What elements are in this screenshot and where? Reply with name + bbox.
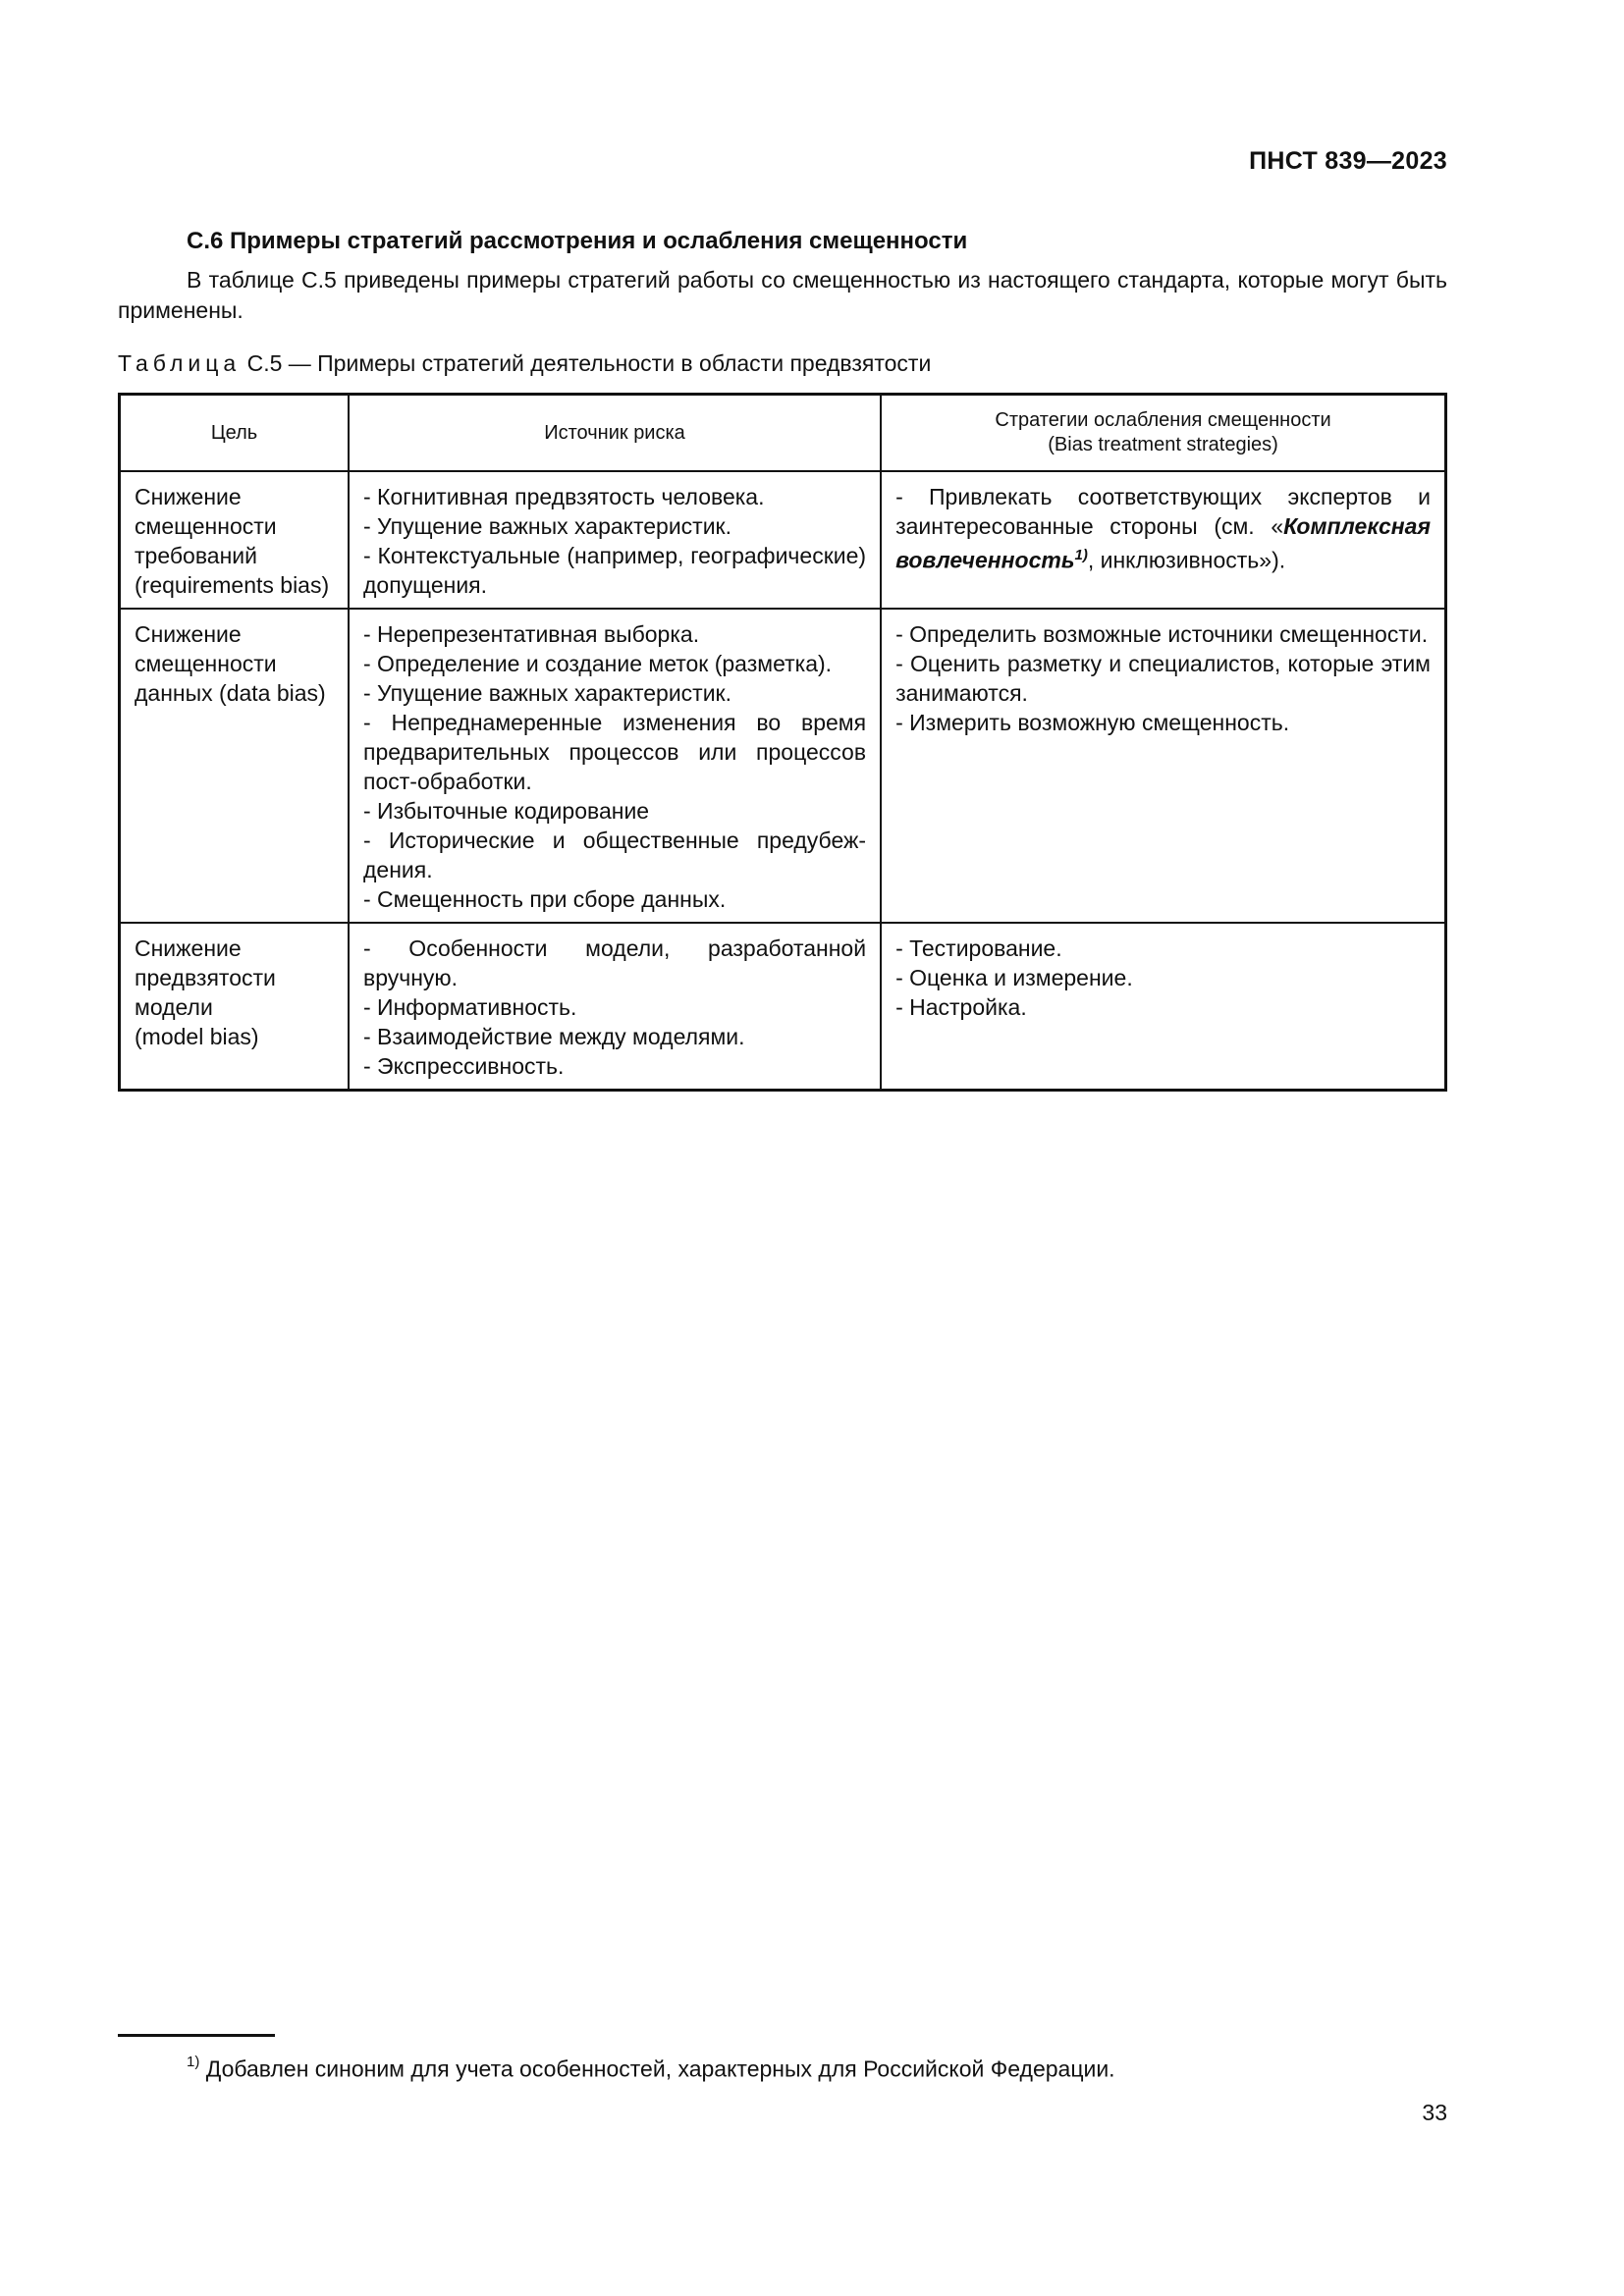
intro-paragraph: В таблице С.5 приведены примеры стратегий работы со смещенностью из настоящего стандарта, которые могут быть применены. (118, 267, 1447, 323)
footnote-reference: 1) (1074, 547, 1088, 563)
source-item: - Определение и создание меток (разметка). (363, 651, 833, 676)
goal-line: предвзятости (135, 965, 276, 990)
goal-line: смещенности (135, 651, 277, 676)
section-title: С.6 Примеры стратегий рассмотрения и ослабления смещенности (187, 228, 968, 254)
source-item: - Непреднамеренные изменения во время предварительных процессов или процессов пост-обработки. (363, 710, 867, 794)
goal-line: Снижение (135, 935, 242, 961)
strategy-cell (881, 923, 1445, 1091)
source-cell (349, 923, 881, 1091)
source-item: - Экспрессивность. (363, 1053, 565, 1079)
footnote (187, 2056, 1115, 2083)
goal-line: модели (135, 994, 213, 1020)
table-row (120, 471, 1446, 609)
source-item: - Упущение важных характеристик. (363, 680, 732, 706)
header-strategy-line2: (Bias treatment strategies) (1048, 434, 1278, 455)
source-item: - Упущение важных характеристик. (363, 513, 732, 539)
goal-cell (120, 609, 350, 923)
source-item: - Смещенность при сборе данных. (363, 886, 727, 912)
goal-line: (model bias) (135, 1024, 259, 1049)
table-header-row (120, 395, 1446, 472)
strategy-item: - Оценка и измерение. (895, 965, 1133, 990)
source-item: - Контекстуальные (например, географические) допущения. (363, 543, 867, 598)
page-number: 33 (1422, 2100, 1447, 2125)
footnote-mark: 1) (187, 2054, 200, 2070)
goal-cell (120, 471, 350, 609)
header-goal: Цель (120, 395, 350, 472)
goal-line: (requirements bias) (135, 572, 330, 598)
table-caption-prefix: Таблица (118, 350, 242, 376)
source-item: - Взаимодействие между моделями. (363, 1024, 745, 1049)
goal-line: требований (135, 543, 257, 568)
strategy-item: - Тестирование. (895, 935, 1062, 961)
goal-line: Снижение (135, 484, 242, 509)
strategy-text-before: - Привлекать соответствующих экспертов и заинтересованные стороны (см. « (895, 484, 1431, 539)
header-strategy (881, 395, 1445, 472)
goal-line: Снижение (135, 621, 242, 647)
strategy-item: - Оценить разметку и специалистов, которые этим занимаются. (895, 651, 1431, 706)
table-caption-text: С.5 — Примеры стратегий деятельности в области предвзятости (241, 350, 932, 376)
source-item: - Исторические и общественные предубеждения. (363, 828, 867, 882)
header-strategy-line1: Стратегии ослабления смещенности (995, 409, 1331, 431)
goal-line: смещенности (135, 513, 277, 539)
source-item: - Нерепрезентативная выборка. (363, 621, 700, 647)
goal-cell (120, 923, 350, 1091)
strategy-text-after: , инклюзивность»). (1087, 547, 1286, 573)
source-item: - Информативность. (363, 994, 577, 1020)
source-cell (349, 609, 881, 923)
document-code: ПНСТ 839—2023 (1249, 147, 1447, 175)
source-cell (349, 471, 881, 609)
strategy-item: - Определить возможные источники смещенности. (895, 621, 1429, 647)
bias-strategies-table (118, 393, 1447, 1092)
table-row (120, 609, 1446, 923)
header-source: Источник риска (349, 395, 881, 472)
table-row (120, 923, 1446, 1091)
source-item: - Когнитивная предвзятость человека. (363, 484, 765, 509)
table-caption (118, 350, 931, 377)
strategy-item (895, 482, 1431, 575)
strategy-emphasis: Комплексная вовлеченность (895, 513, 1431, 573)
footnote-text: Добавлен синоним для учета особенностей, характерных для Российской Федерации. (205, 2056, 1115, 2082)
source-item: - Избыточные кодирование (363, 798, 650, 824)
goal-line: данных (data bias) (135, 680, 326, 706)
strategy-cell (881, 471, 1445, 609)
source-item: - Особенности модели, разработанной вручную. (363, 935, 867, 990)
footnote-divider (118, 2034, 275, 2037)
strategy-cell (881, 609, 1445, 923)
strategy-item: - Настройка. (895, 994, 1027, 1020)
strategy-item: - Измерить возможную смещенность. (895, 710, 1290, 735)
